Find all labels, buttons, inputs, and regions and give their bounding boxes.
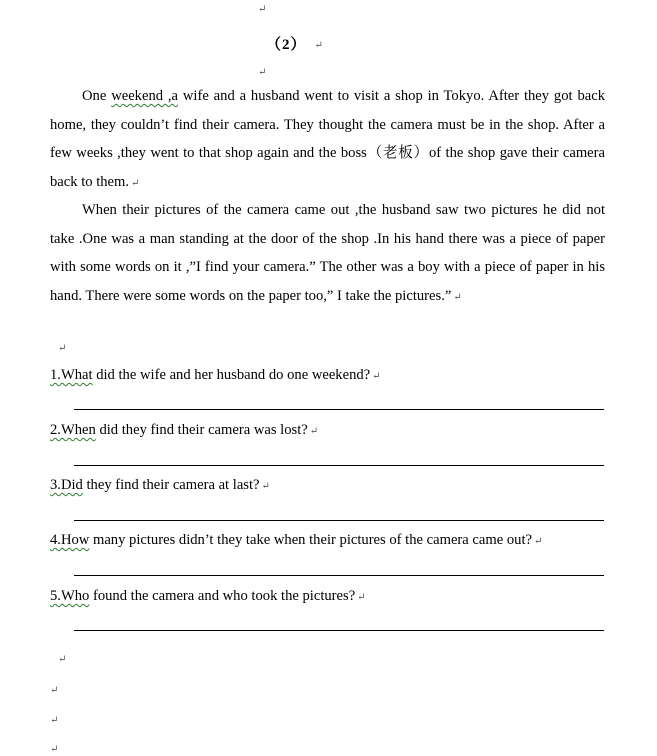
paragraph-mark: ↵ [50,715,59,726]
paragraph-mark: ↵ [258,67,267,78]
section-heading-text: （2） [266,37,307,53]
paragraph-mark: ↵ [58,654,67,665]
passage-text: wife and a husband went to visit a shop in Tokyo. After they got back home, they couldn’t find their camera. They thought the camera must be in the shop. After a few weeks ,they went to that shop again and the boss（老板）of the shop gave their camera back to them. [50,88,605,190]
answer-line-4[interactable] [74,575,604,576]
paragraph-mark: ↵ [453,291,462,303]
paragraph-mark: ↵ [50,685,59,696]
question-prefix: 5.Who [50,588,90,604]
paragraph-mark: ↵ [357,592,366,603]
answer-line-5[interactable] [74,630,604,631]
paragraph-mark: ↵ [50,744,59,755]
question-text: they find their camera at last? [82,477,260,493]
question-prefix: 1.What [50,367,93,383]
passage-lead-word: One [82,88,107,104]
question-4 [50,532,542,549]
paragraph-mark: ↵ [309,426,319,437]
question-text: did the wife and her husband do one weekend? [92,367,371,383]
paragraph-mark: ↵ [261,481,270,492]
paragraph-mark: ↵ [372,371,381,382]
answer-line-1[interactable] [74,409,604,410]
question-5 [50,588,366,605]
section-heading [266,33,324,54]
question-1 [50,367,381,384]
paragraph-mark: ↵ [131,177,140,189]
paragraph-mark: ↵ [314,39,324,51]
paragraph-mark: ↵ [58,343,67,354]
answer-line-3[interactable] [74,520,604,521]
passage-underlined-phrase: weekend ,a [111,88,179,104]
question-2 [50,422,318,439]
question-3 [50,477,270,494]
question-prefix: 4.How [50,532,90,548]
question-text: many pictures didn’t they take when their pictures of the camera came out? [89,532,532,548]
paragraph-mark: ↵ [258,4,267,15]
question-text: did they find their camera was lost? [95,422,308,438]
passage-paragraph-2 [50,196,605,310]
question-prefix: 2.When [50,422,96,438]
passage-paragraph-1 [50,82,605,196]
answer-line-2[interactable] [74,465,604,466]
paragraph-mark: ↵ [533,536,543,547]
question-text: found the camera and who took the pictures? [89,588,356,604]
question-prefix: 3.Did [50,477,83,493]
passage-text: When their pictures of the camera came out ,the husband saw two pictures he did not take .One was a man standing at the door of the shop .In his hand there was a piece of paper with some words on it ,”I find your camera.” The other was a boy with a piece of paper in his hand. There were some words on the paper too,” I take the pictures.” [50,202,605,304]
